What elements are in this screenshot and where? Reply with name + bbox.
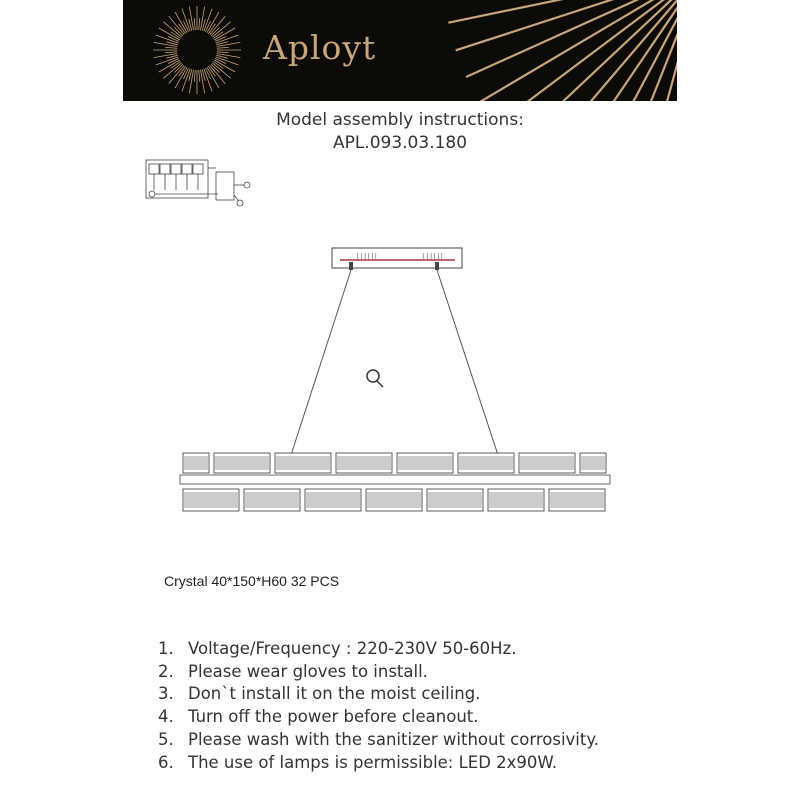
list-item: 5. Please wash with the sanitizer without corrosivity. (158, 729, 600, 749)
suspension-cable-right (437, 270, 498, 455)
crystal-body (180, 453, 610, 511)
svg-text:||||||: |||||| (356, 253, 378, 260)
page-title: Model assembly instructions: (276, 110, 524, 130)
magnifier-icon[interactable] (367, 370, 383, 387)
model-number: APL.093.03.180 (332, 133, 468, 153)
list-item: 4. Turn off the power before cleanout. (158, 707, 479, 727)
list-item: 6. The use of lamps is permissible: LED 2x90W. (158, 752, 558, 772)
list-item: 2. Please wear gloves to install. (158, 661, 428, 681)
svg-text:||||||: |||||| (422, 253, 444, 260)
crystal-spec: Crystal 40*150*H60 32 PCS (164, 573, 340, 589)
frame-ring (180, 475, 610, 484)
list-item: 1. Voltage/Frequency : 220-230V 50-60Hz. (158, 639, 517, 658)
list-item: 3. Don`t install it on the moist ceiling. (158, 684, 481, 704)
suspension-cable-left (291, 270, 351, 455)
ceiling-canopy (332, 248, 462, 270)
brand-logo: Aployt (263, 28, 377, 67)
instruction-list (158, 638, 599, 774)
wiring-diagram-icon (146, 160, 250, 206)
